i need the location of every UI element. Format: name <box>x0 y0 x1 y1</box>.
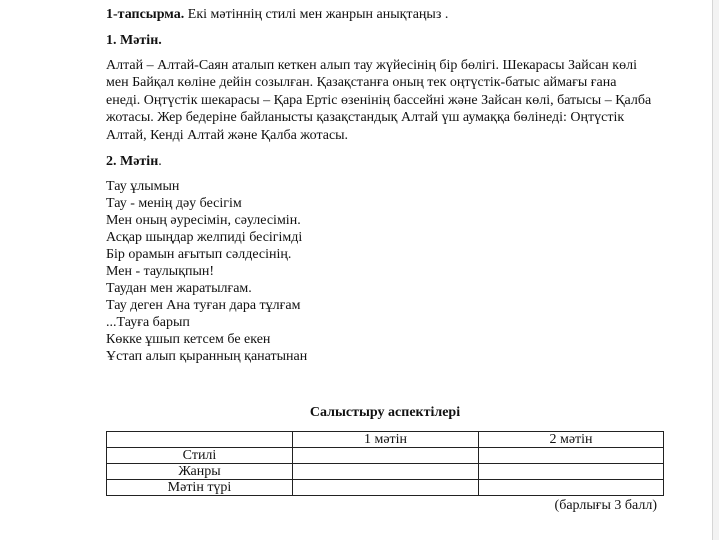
poem-line: Асқар шыңдар желпиді бесігімді <box>106 230 303 245</box>
poem-line: Көкке ұшып кетсем бе екен <box>106 332 271 347</box>
comparison-table <box>106 431 664 496</box>
text1-line: Алтай, Кенді Алтай және Қалба жотасы. <box>106 127 349 143</box>
table-row <box>107 448 664 464</box>
table-header-cell <box>107 432 293 448</box>
task-instruction: Екі мәтіннің стилі мен жанрын анықтаңыз . <box>184 7 449 22</box>
comparison-table-title: Салыстыру аспектілері <box>309 405 461 420</box>
table-cell[interactable] <box>479 448 664 464</box>
row-label: Мәтін түрі <box>107 480 293 496</box>
table-cell[interactable] <box>293 448 479 464</box>
text1-line: Алтай – Алтай-Саян аталып кеткен алып тау жүйесінің бір бөлігі. Шекарасы Зайсан көлі <box>106 58 637 73</box>
text2-title <box>106 153 162 170</box>
poem-line: Мен - таулықпын! <box>106 264 215 279</box>
table-header-cell: 1 мәтін <box>293 432 479 448</box>
poem-line: Таудан мен жаратылғам. <box>106 281 252 296</box>
text2-title-dot: . <box>158 154 162 169</box>
table-row <box>107 464 664 480</box>
table-cell[interactable] <box>479 464 664 480</box>
text1-line: мен Байқал көліне дейін созылған. Қазақстанға оның тек оңтүстік-батыс аймағы ғана <box>106 75 617 91</box>
row-label: Жанры <box>107 464 293 480</box>
poem-line: Бір орамын ағытып сәлдесінің. <box>106 247 292 262</box>
text1-line: жотасы. Жер бедеріне байланысты қазақстандық Алтай үш аумаққа бөлінеді: Оңтүстік <box>106 110 625 126</box>
table-cell[interactable] <box>293 464 479 480</box>
poem-line: Тау - менің дәу бесігім <box>106 196 242 211</box>
task-heading <box>106 6 448 23</box>
text1-paragraph <box>106 57 672 144</box>
poem-line: Тау ұлымын <box>106 179 180 194</box>
table-row <box>107 480 664 496</box>
table-cell[interactable] <box>293 480 479 496</box>
poem-line: ...Тауға барып <box>106 315 190 330</box>
task-number: 1-тапсырма. <box>106 7 185 22</box>
text1-line: енеді. Оңтүстік шекарасы – Қара Ертіс өзенінің бассейні және Зайсан көлі, батысы – Қалба <box>106 92 652 108</box>
table-cell[interactable] <box>479 480 664 496</box>
score-note: (барлығы 3 балл) <box>554 498 657 513</box>
poem-line: Ұстап алып қыранның қанатынан <box>106 349 308 364</box>
text1-title: 1. Мәтін. <box>106 33 162 48</box>
text2-poem <box>106 178 307 365</box>
table-header-row <box>107 432 664 448</box>
table-header-cell: 2 мәтін <box>479 432 664 448</box>
poem-line: Тау деген Ана туған дара тұлғам <box>106 298 301 313</box>
text2-title-label: 2. Мәтін <box>106 154 159 169</box>
row-label: Стилі <box>107 448 293 464</box>
poem-line: Мен оның әуресімін, сәулесімін. <box>106 213 301 228</box>
